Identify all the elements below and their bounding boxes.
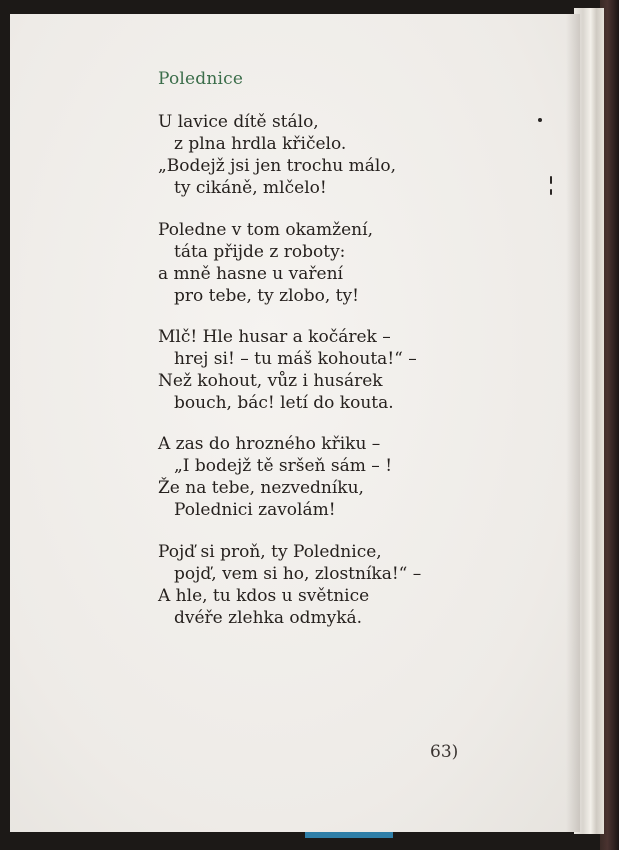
poem-line: bouch, bác! letí do kouta. (174, 393, 394, 413)
page-number: 63) (430, 742, 459, 762)
poem-line: „Bodejž jsi jen trochu málo, (158, 156, 396, 176)
poem-line: Polednici zavolám! (174, 500, 336, 520)
poem-line: Než kohout, vůz i husárek (158, 371, 383, 391)
poem-line: Mlč! Hle husar a kočárek – (158, 327, 391, 347)
ink-speck (550, 189, 552, 195)
poem-line: U lavice dítě stálo, (158, 112, 319, 132)
ink-speck (538, 118, 542, 122)
poem-line: dvéře zlehka odmyká. (174, 608, 363, 628)
poem-line: A hle, tu kdos u světnice (158, 586, 370, 606)
poem-line: pro tebe, ty zlobo, ty! (174, 286, 359, 306)
page-fold-shadow (566, 14, 580, 832)
poem-line: táta přijde z roboty: (174, 242, 346, 262)
poem-line: „I bodejž tě sršeň sám – ! (174, 456, 393, 476)
poem-line: Pojď si proň, ty Polednice, (158, 542, 382, 562)
bookmark-ribbon (305, 832, 393, 838)
poem-line: Že na tebe, nezvedníku, (158, 478, 364, 498)
poem-line: A zas do hrozného křiku – (158, 434, 381, 454)
ink-speck (550, 176, 552, 184)
poem-line: z plna hrdla křičelo. (174, 134, 347, 154)
poem-line: ty cikáně, mlčelo! (174, 178, 327, 198)
poem-line: a mně hasne u vaření (158, 264, 343, 284)
poem-line: Poledne v tom okamžení, (158, 220, 373, 240)
poem-title: Polednice (158, 69, 244, 89)
poem-line: pojď, vem si ho, zlostníka!“ – (174, 564, 422, 584)
poem-line: hrej si! – tu máš kohouta!“ – (174, 349, 417, 369)
